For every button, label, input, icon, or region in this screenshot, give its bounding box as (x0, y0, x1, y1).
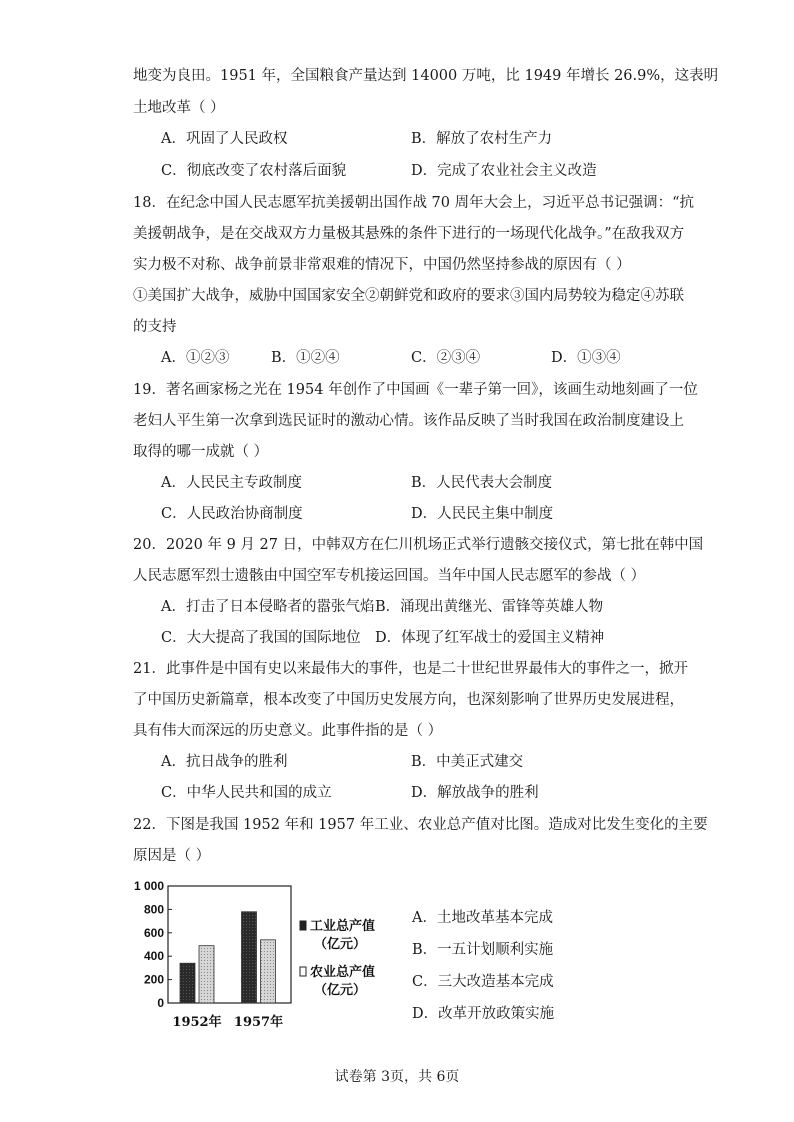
y-tick-label: 1 000 (133, 879, 164, 893)
y-tick-label: 600 (143, 925, 164, 940)
intro-option-a[interactable]: A．巩固了人民政权 (161, 131, 288, 147)
q21-option-c[interactable]: C．中华人民共和国的成立 (161, 785, 332, 801)
q21-line-2: 了中国历史新篇章，根本改变了中国历史发展方向，也深刻影响了世界历史发展进程， (133, 692, 684, 708)
q20-line-1: 20．2020 年 9 月 27 日，中韩双方在仁川机场正式举行遗骸交接仪式，第七批在韩中国 (133, 537, 704, 553)
y-tick-label: 400 (143, 949, 164, 964)
legend-swatch (300, 967, 306, 976)
q18-option-a[interactable]: A．①②③ (161, 350, 230, 366)
q20-option-a[interactable]: A．打击了日本侵略者的嚣张气焰 (161, 599, 375, 615)
q22-option-a[interactable]: A．土地改革基本完成 (412, 910, 553, 926)
bar-chart (128, 878, 398, 1038)
q18-line-1: 18．在纪念中国人民志愿军抗美援朝出国作战 70 周年大会上，习近平总书记强调：“抗 (133, 195, 695, 211)
bar-agriculture (261, 940, 276, 1003)
q21-option-a[interactable]: A．抗日战争的胜利 (161, 754, 288, 770)
q19-option-d[interactable]: D．人民民主集中制度 (411, 506, 554, 522)
x-tick-label: 1952年 (172, 1015, 222, 1030)
q19-line-1: 19．著名画家杨之光在 1954 年创作了中国画《一辈子第一回》，该画生动地刻画了一位 (133, 382, 698, 398)
q21-line-3: 具有伟大而深远的历史意义。此事件指的是（ ） (133, 723, 443, 739)
q22-option-d[interactable]: D．改革开放政策实施 (412, 1006, 555, 1022)
q19-option-c[interactable]: C．人民政治协商制度 (161, 506, 303, 522)
bar-agriculture (199, 946, 214, 1003)
q18-line-5: 的支持 (133, 319, 177, 335)
y-tick-label: 0 (157, 996, 164, 1010)
bar-industry (242, 912, 257, 1003)
intro-option-d[interactable]: D．完成了农业社会主义改造 (411, 163, 597, 179)
intro-option-b[interactable]: B．解放了农村生产力 (411, 131, 553, 147)
q20-option-b[interactable]: B．涌现出黄继光、雷锋等英雄人物 (375, 599, 604, 615)
q18-line-2: 美援朝战争，是在交战双方力量极其悬殊的条件下进行的一场现代化战争。”在敌我双方 (133, 226, 685, 242)
q19-line-3: 取得的哪一成就（ ） (133, 444, 269, 460)
q22-option-b[interactable]: B．一五计划顺利实施 (412, 942, 554, 958)
q18-option-c[interactable]: C．②③④ (411, 350, 481, 366)
legend-label: 农业总产值 (310, 965, 376, 980)
q22-line-1: 22．下图是我国 1952 年和 1957 年工业、农业总产值对比图。造成对比发生变化的主要 (133, 817, 708, 833)
q20-option-c[interactable]: C．大大提高了我国的国际地位 (161, 630, 361, 646)
q21-line-1: 21．此事件是中国有史以来最伟大的事件，也是二十世纪世界最伟大的事件之一，掀开 (133, 661, 688, 677)
page-footer: 试卷第 3页，共 6页 (334, 1069, 460, 1085)
bar-industry (180, 963, 195, 1003)
y-tick-label: 800 (143, 902, 164, 917)
q22-option-c[interactable]: C．三大改造基本完成 (412, 974, 554, 990)
intro-line-1: 地变为良田。1951 年，全国粮食产量达到 14000 万吨，比 1949 年增长 26.9%，这表明 (133, 68, 719, 84)
q18-option-b[interactable]: B．①②④ (271, 350, 340, 366)
x-tick-label: 1957年 (233, 1015, 284, 1030)
legend-label-unit: （亿元） (314, 937, 367, 952)
q19-line-2: 老妇人平生第一次拿到选民证时的激动心情。该作品反映了当时我国在政治制度建设上 (133, 413, 684, 429)
q19-option-b[interactable]: B．人民代表大会制度 (411, 475, 553, 491)
legend-label-unit: （亿元） (314, 983, 367, 998)
y-tick-label: 200 (143, 972, 164, 987)
q21-option-b[interactable]: B．中美正式建交 (411, 754, 524, 770)
q19-option-a[interactable]: A．人民民主专政制度 (161, 475, 302, 491)
intro-option-c[interactable]: C．彻底改变了农村落后面貌 (161, 163, 347, 179)
q18-line-3: 实力极不对称、战争前景非常艰难的情况下，中国仍然坚持参战的原因有（ ） (133, 257, 631, 273)
legend-label: 工业总产值 (310, 919, 376, 934)
q18-line-4: ①美国扩大战争，威胁中国国家安全②朝鲜党和政府的要求③国内局势较为稳定④苏联 (133, 288, 684, 304)
q20-line-2: 人民志愿军烈士遗骸由中国空军专机接运回国。当年中国人民志愿军的参战（ ） (133, 568, 646, 584)
intro-line-2: 土地改革（ ） (133, 100, 225, 116)
q20-option-d[interactable]: D．体现了红军战士的爱国主义精神 (375, 630, 605, 646)
q21-option-d[interactable]: D．解放战争的胜利 (411, 785, 539, 801)
q22-line-2: 原因是（ ） (133, 848, 211, 864)
q18-option-d[interactable]: D．①③④ (551, 350, 621, 366)
legend-swatch (300, 921, 306, 930)
